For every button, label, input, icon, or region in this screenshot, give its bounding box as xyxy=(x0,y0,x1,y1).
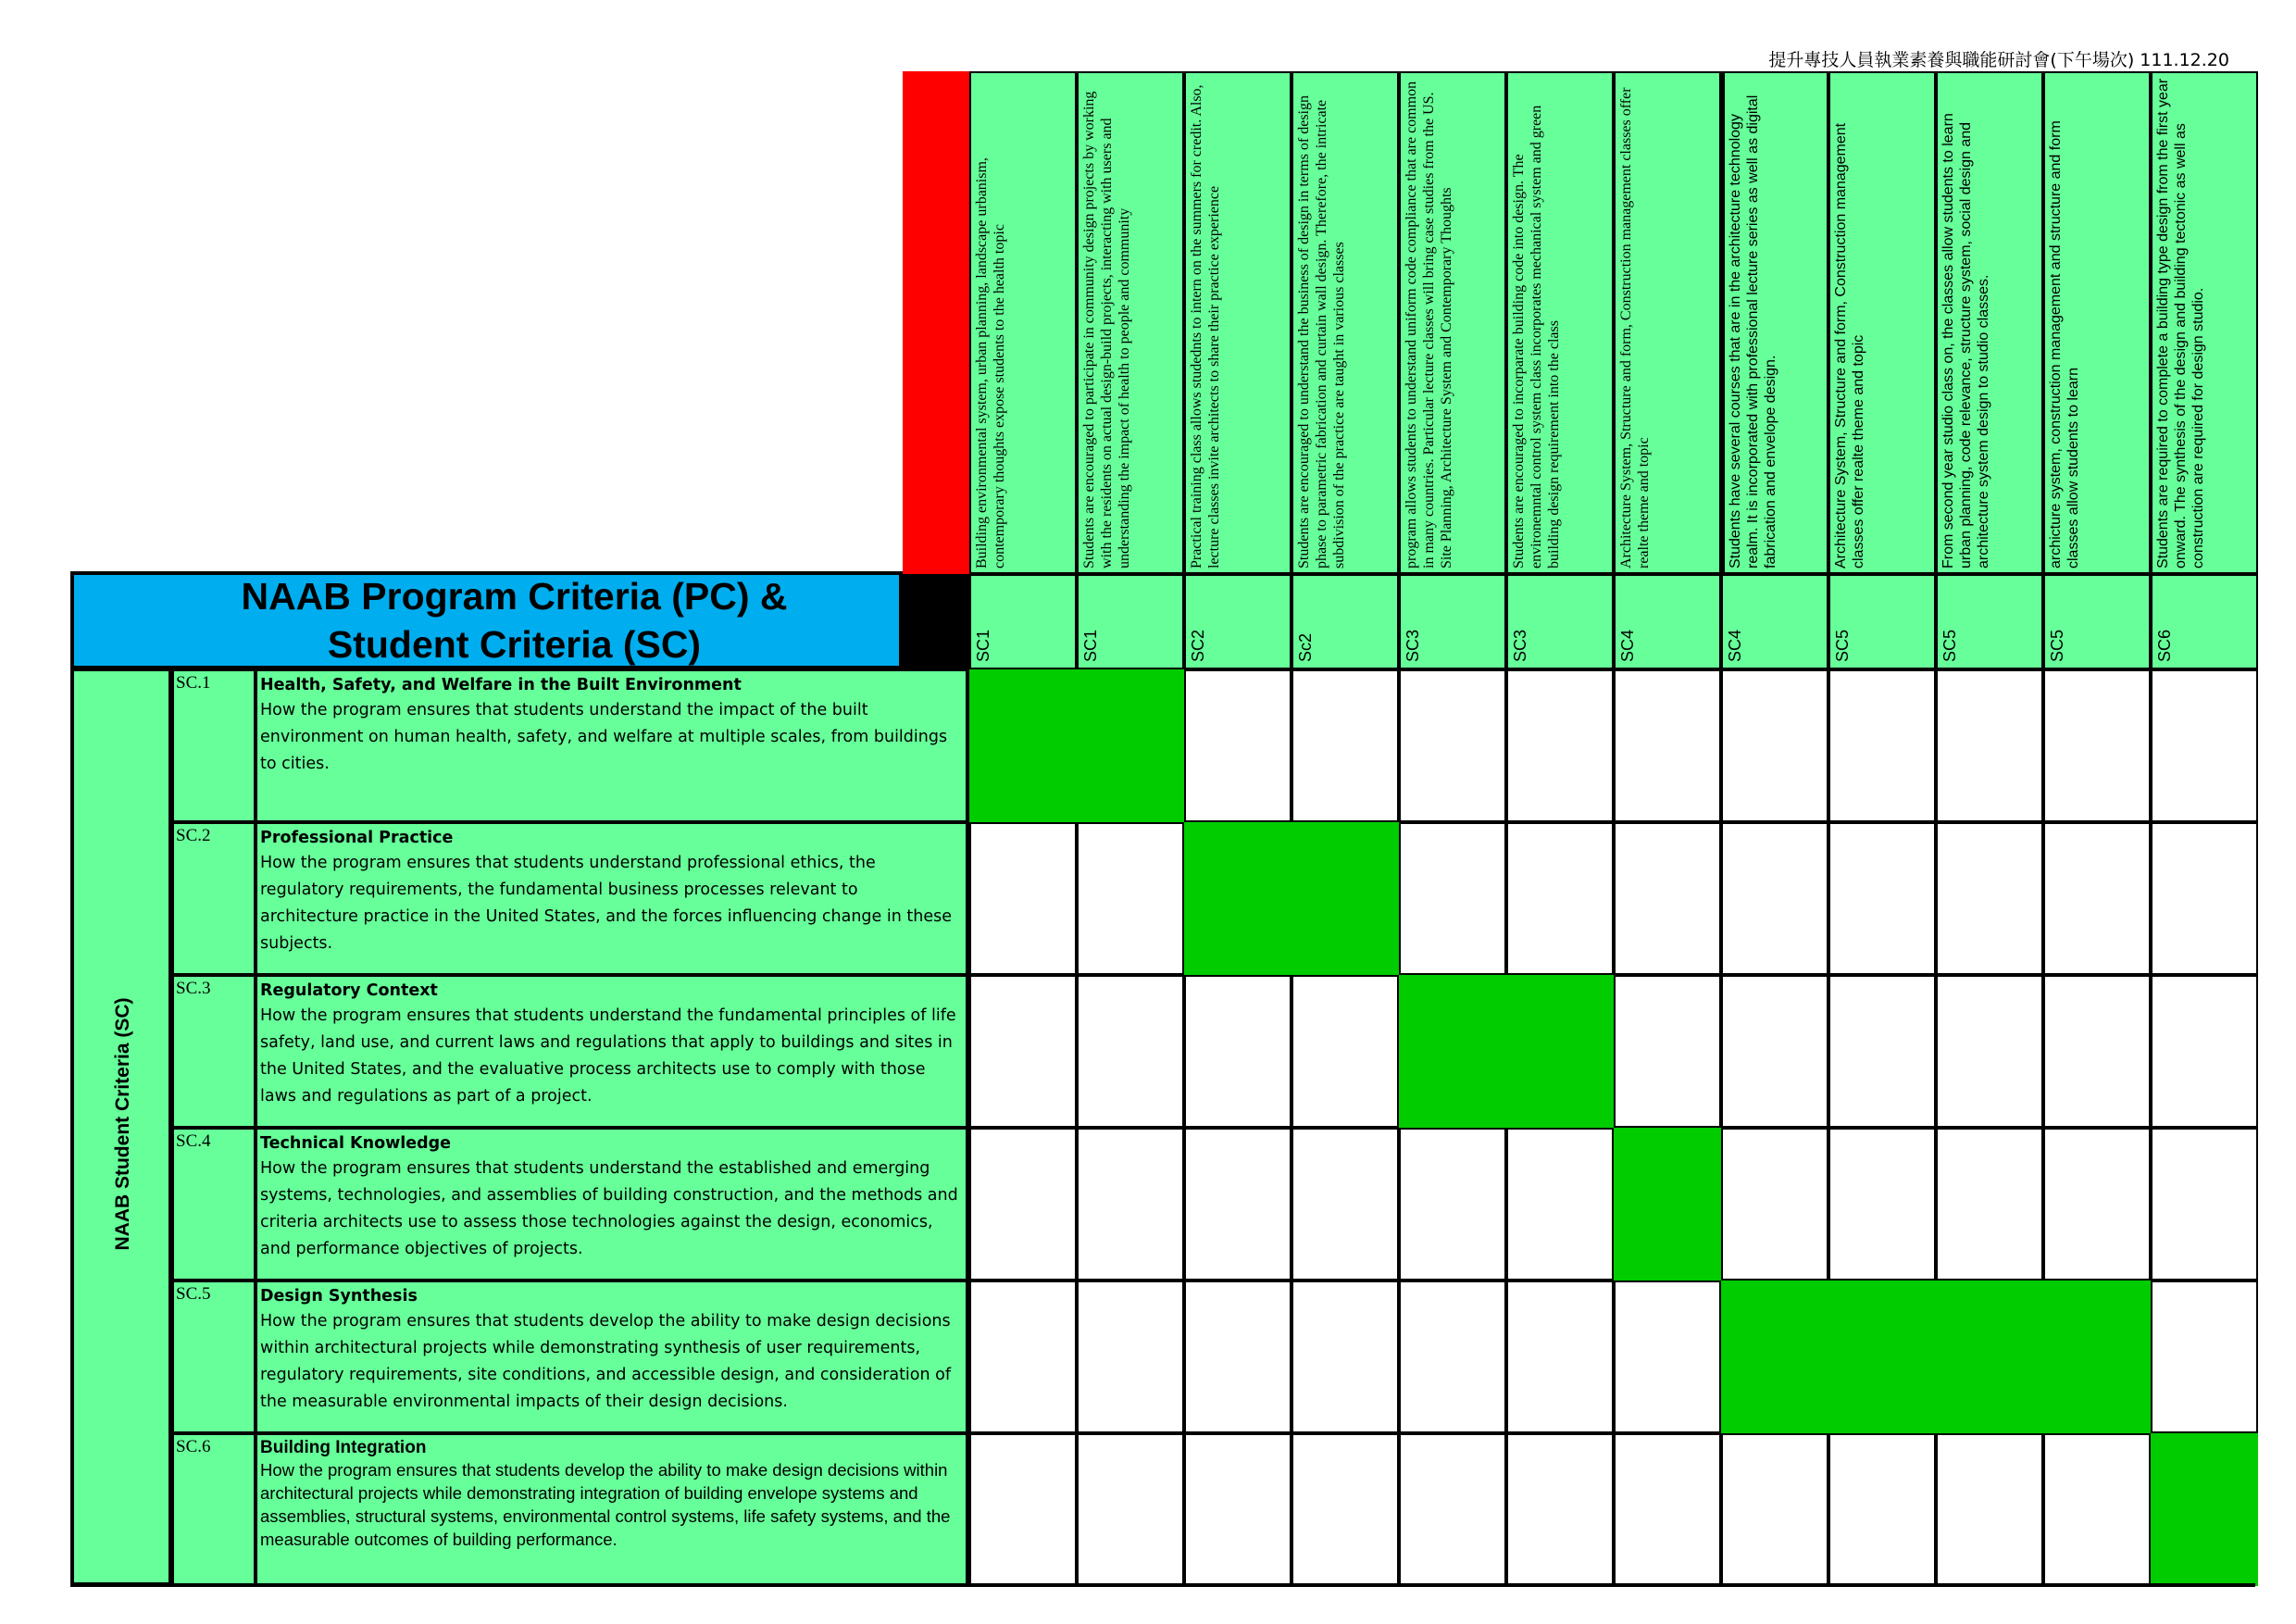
column-description-text: Students are required to complete a building type design from the first year onward. The synthesis of the design and building tectonic as well as construction are required for design studio. xyxy=(2155,78,2206,568)
column-code-text: SC4 xyxy=(1618,629,1637,662)
red-marker-bar xyxy=(903,71,969,574)
mapping-cell-empty xyxy=(2151,669,2258,822)
mapping-cell-empty xyxy=(1721,822,1828,975)
mapping-cell-empty xyxy=(1721,1128,1828,1280)
column-code-2 xyxy=(1077,574,1184,669)
mapping-cell-empty xyxy=(969,822,1077,975)
column-description-text: Students have several courses that are in the architecture technology realm. It is incorporated with professional lecture series as well as digital fabrication and envelope design. xyxy=(1728,94,1778,568)
column-description-1 xyxy=(969,71,1077,574)
side-label-text: NAAB Student Criteria (SC) xyxy=(112,997,133,1251)
row-title: Technical Knowledge xyxy=(260,1134,452,1153)
row-criterion xyxy=(256,1128,969,1280)
row-description: How the program ensures that students develop the ability to make design decisions within architectural projects while demonstrating synthesis of user requirements, regulatory requirements, site conditions, and accessible design, and consideration of the measurable environmental impacts of their design decisions. xyxy=(260,1312,952,1411)
mapping-cell-empty xyxy=(1077,1280,1184,1433)
mapping-cell-filled xyxy=(1721,1280,1828,1433)
column-description-10 xyxy=(1936,71,2043,574)
mapping-cell-empty xyxy=(2043,669,2151,822)
column-description-text: Building environmental system, urban planning, landscape urbanism, contemporary thoughts expose students to the health topic xyxy=(974,157,1007,568)
mapping-cell-empty xyxy=(1077,822,1184,975)
column-description-2 xyxy=(1077,71,1184,574)
row-description: How the program ensures that students understand the fundamental principles of life safety, land use, and current laws and regulations that apply to buildings and sites in the United States, and the evaluative process architects use to comply with those laws and regulations as part of a project. xyxy=(260,1006,956,1106)
mapping-cell-empty xyxy=(1936,975,2043,1128)
mapping-cell-empty xyxy=(1399,1128,1506,1280)
mapping-cell-empty xyxy=(1184,669,1292,822)
mapping-cell-empty xyxy=(1077,1128,1184,1280)
row-code: SC.5 xyxy=(172,1280,256,1433)
mapping-cell-empty xyxy=(1936,1433,2043,1586)
mapping-cell-empty xyxy=(1292,1433,1399,1586)
mapping-cell-empty xyxy=(1399,822,1506,975)
column-code-text: SC5 xyxy=(1940,629,1959,662)
mapping-cell-empty xyxy=(1292,1280,1399,1433)
mapping-cell-empty xyxy=(1614,1433,1721,1586)
row-code: SC.3 xyxy=(172,975,256,1128)
mapping-cell-empty xyxy=(1506,1433,1614,1586)
mapping-cell-empty xyxy=(1077,975,1184,1128)
row-title: Regulatory Context xyxy=(260,981,438,1000)
mapping-cell-empty xyxy=(1828,1433,1936,1586)
column-description-6 xyxy=(1506,71,1614,574)
column-description-text: Students are encouraged to incorparate building code into design. The environemntal control system class incorporates mechanical system and green building design requirement into the class xyxy=(1511,105,1562,568)
row-criterion xyxy=(256,975,969,1128)
header-note: 提升專技人員執業素養與職能研討會(下午場次) 111.12.20 xyxy=(1768,50,2229,70)
mapping-cell-empty xyxy=(2043,1128,2151,1280)
side-label xyxy=(70,669,172,1586)
column-code-text: SC3 xyxy=(1511,629,1529,662)
column-description-text: Architecture System, Structure and form, Construction management classes offer realte theme and topic xyxy=(1618,87,1652,568)
column-code-text: SC3 xyxy=(1404,629,1422,662)
mapping-cell-filled xyxy=(1506,975,1614,1128)
mapping-cell-empty xyxy=(1184,975,1292,1128)
mapping-cell-empty xyxy=(1828,975,1936,1128)
column-description-text: From second year studio class on, the classes allow students to learn urban planning, code relevance, structure system, social design and architecture system design to studio classes. xyxy=(1940,113,1991,568)
row-description: How the program ensures that students develop the ability to make design decisions within architectural projects while demonstrating integration of building envelope systems and assemblies, structural systems, environmental control systems, life safety systems, and the measurable outcomes of building performance. xyxy=(260,1460,951,1549)
column-code-7 xyxy=(1614,574,1721,669)
mapping-cell-empty xyxy=(969,1128,1077,1280)
mapping-cell-filled xyxy=(2043,1280,2151,1433)
column-description-7 xyxy=(1614,71,1721,574)
mapping-cell-empty xyxy=(969,1280,1077,1433)
column-description-text: Students are encouraged to participate in community design projects by working with the residents on actual design-build projects, interacting with users and understanding the impact of health to people and community xyxy=(1081,91,1132,568)
column-code-10 xyxy=(1936,574,2043,669)
mapping-cell-empty xyxy=(1614,1280,1721,1433)
column-code-9 xyxy=(1828,574,1936,669)
mapping-cell-empty xyxy=(1721,975,1828,1128)
mapping-cell-empty xyxy=(1184,1433,1292,1586)
column-code-text: SC2 xyxy=(1189,629,1207,662)
mapping-cell-empty xyxy=(1292,1128,1399,1280)
column-code-11 xyxy=(2043,574,2151,669)
row-code: SC.2 xyxy=(172,822,256,975)
column-code-3 xyxy=(1184,574,1292,669)
mapping-cell-empty xyxy=(1184,1280,1292,1433)
column-description-5 xyxy=(1399,71,1506,574)
column-code-12 xyxy=(2151,574,2258,669)
column-description-text: program allows students to understand uniform code compliance that are common in many countries. Particular lecture classes will bring case studies from the US. Site Planning, Architecture System and Contemporary Thoughts xyxy=(1404,81,1454,568)
column-description-4 xyxy=(1292,71,1399,574)
column-description-9 xyxy=(1828,71,1936,574)
mapping-cell-filled xyxy=(1614,1128,1721,1280)
mapping-cell-empty xyxy=(1614,669,1721,822)
mapping-cell-empty xyxy=(1828,669,1936,822)
column-code-text: SC1 xyxy=(1081,629,1100,662)
row-title: Professional Practice xyxy=(260,829,454,847)
mapping-cell-filled xyxy=(1292,822,1399,975)
mapping-cell-filled xyxy=(2151,1433,2258,1586)
mapping-cell-filled xyxy=(1399,975,1506,1128)
mapping-cell-empty xyxy=(969,1433,1077,1586)
mapping-cell-empty xyxy=(1828,822,1936,975)
mapping-cell-empty xyxy=(1936,822,2043,975)
title-line-1: NAAB Program Criteria (PC) & xyxy=(241,575,788,618)
mapping-cell-empty xyxy=(1077,1433,1184,1586)
mapping-cell-empty xyxy=(2043,975,2151,1128)
column-description-text: Architecture System, Structure and form, Construction management classes offer realte theme and topic xyxy=(1833,122,1866,568)
mapping-cell-empty xyxy=(1506,669,1614,822)
mapping-cell-empty xyxy=(2043,822,2151,975)
row-title: Design Synthesis xyxy=(260,1287,418,1305)
row-criterion xyxy=(256,822,969,975)
row-description: How the program ensures that students understand professional ethics, the regulatory requirements, the fundamental business processes relevant to architecture practice in the United States, and the forces influencing change in these subjects. xyxy=(260,854,952,953)
title-line-2: Student Criteria (SC) xyxy=(327,623,702,666)
mapping-cell-empty xyxy=(969,975,1077,1128)
mapping-cell-empty xyxy=(2151,822,2258,975)
column-description-12 xyxy=(2151,71,2258,574)
row-criterion xyxy=(256,1433,969,1586)
mapping-cell-empty xyxy=(1936,1128,2043,1280)
row-title: Health, Safety, and Welfare in the Built Environment xyxy=(260,676,742,694)
row-code: SC.4 xyxy=(172,1128,256,1280)
column-description-text: Students are encouraged to understand the business of design in terms of design phase to parametric fabrication and curtain wall design. Therefore, the intricate subdivision of the practice are taught in various classes xyxy=(1296,95,1347,568)
column-code-text: SC5 xyxy=(1833,629,1852,662)
mapping-cell-empty xyxy=(2151,1128,2258,1280)
black-corner-block xyxy=(903,574,969,669)
mapping-cell-empty xyxy=(1506,1280,1614,1433)
column-code-text: SC1 xyxy=(974,629,992,662)
column-code-text: Sc2 xyxy=(1296,632,1315,662)
mapping-cell-empty xyxy=(1614,975,1721,1128)
mapping-cell-empty xyxy=(1506,1128,1614,1280)
column-code-4 xyxy=(1292,574,1399,669)
mapping-cell-empty xyxy=(1292,975,1399,1128)
column-code-text: SC5 xyxy=(2048,629,2066,662)
row-criterion xyxy=(256,669,969,822)
mapping-cell-empty xyxy=(1399,1433,1506,1586)
column-code-5 xyxy=(1399,574,1506,669)
row-title: Building Integration xyxy=(260,1438,427,1457)
column-description-3 xyxy=(1184,71,1292,574)
mapping-cell-empty xyxy=(2151,975,2258,1128)
bottom-border xyxy=(70,1583,2255,1587)
mapping-cell-filled xyxy=(969,669,1077,822)
mapping-cell-filled xyxy=(1184,822,1292,975)
mapping-cell-filled xyxy=(1077,669,1184,822)
mapping-cell-empty xyxy=(1828,1128,1936,1280)
mapping-cell-empty xyxy=(1399,669,1506,822)
mapping-cell-empty xyxy=(2151,1280,2258,1433)
row-code: SC.6 xyxy=(172,1433,256,1586)
column-code-text: SC4 xyxy=(1726,629,1744,662)
mapping-cell-empty xyxy=(1292,669,1399,822)
row-description: How the program ensures that students understand the impact of the built environment on human health, safety, and welfare at multiple scales, from buildings to cities. xyxy=(260,701,948,773)
column-description-8 xyxy=(1721,71,1828,574)
column-code-6 xyxy=(1506,574,1614,669)
mapping-cell-empty xyxy=(1721,669,1828,822)
mapping-cell-empty xyxy=(1506,822,1614,975)
column-description-11 xyxy=(2043,71,2151,574)
mapping-cell-empty xyxy=(1184,1128,1292,1280)
row-code: SC.1 xyxy=(172,669,256,822)
column-code-1 xyxy=(969,574,1077,669)
mapping-cell-empty xyxy=(1399,1280,1506,1433)
mapping-cell-empty xyxy=(1614,822,1721,975)
mapping-cell-empty xyxy=(1721,1433,1828,1586)
mapping-cell-empty xyxy=(1936,669,2043,822)
mapping-cell-filled xyxy=(1828,1280,1936,1433)
row-criterion xyxy=(256,1280,969,1433)
column-description-text: archicture system, construction management and structure and form classes allow students to learn xyxy=(2048,120,2081,568)
mapping-cell-empty xyxy=(2043,1433,2151,1586)
matrix-title xyxy=(70,571,903,669)
column-code-text: SC6 xyxy=(2155,629,2174,662)
column-code-8 xyxy=(1721,574,1828,669)
column-description-text: Practical training class allows studednts to intern on the summers for credit. Also, lecture classes invite architects to share their practice experience xyxy=(1189,84,1222,568)
row-description: How the program ensures that students understand the established and emerging systems, technologies, and assemblies of building construction, and the methods and criteria architects use to assess those technologies against the design, economics, and performance objectives of projects. xyxy=(260,1159,958,1258)
mapping-cell-filled xyxy=(1936,1280,2043,1433)
